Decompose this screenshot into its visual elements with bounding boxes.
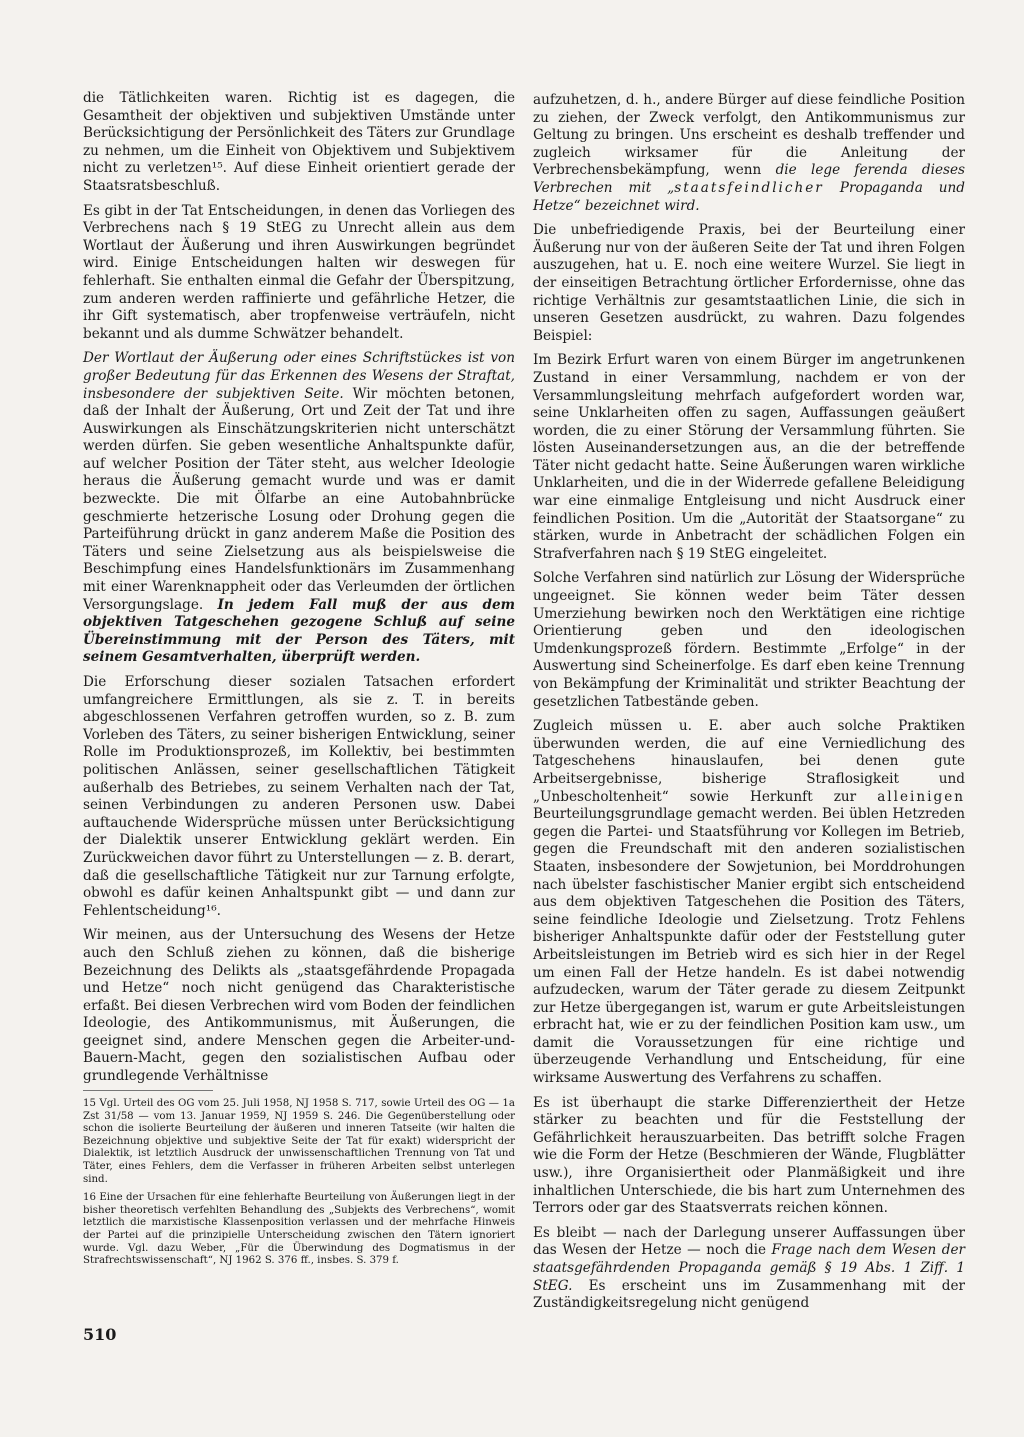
paragraph: Es gibt in der Tat Entscheidungen, in denen das Vorliegen des Verbrechens nach § 19 StEG zu Unrecht allein aus dem Wortlaut der Äußerung und ihren Auswirkungen begründet wird. Einige Entscheidungen halten wir deswegen für fehlerhaft. Sie enthalten einmal die Gefahr der Überspitzung, zum anderen werden raffinierte und gefährliche Hetzer, die ihr Gift systematisch, aber tropfenweise verträufeln, nicht bekannt und als dumme Schwätzer behandelt. [83,202,515,342]
italic-lead: Der Wortlaut der Äußerung oder eines Schriftstückes ist von großer Bedeutung für das Erkennen des Wesens der Straftat, insbesondere der subjektiven Seite. [83,350,515,402]
paragraph [83,350,515,667]
paragraph-body: Es erscheint uns im Zusammenhang mit der Zuständigkeitsregelung nicht genügend [533,1277,965,1312]
paragraph: Wir meinen, aus der Untersuchung des Wesens der Hetze auch den Schluß ziehen zu können, daß die bisherige Bezeichnung des Delikts als „staatsgefährdende Propagada und Hetze“ noch nicht genügend das Charakteristische erfaßt. Bei diesen Verbrechen wird vom Boden der feindlichen Ideologie, des Antikommunismus, mit Äußerungen, die geeignet sind, andere Menschen gegen die Arbeiter-und-Bauern-Macht, gegen den sozialistischen Aufbau oder grundlegende Verhältnisse [83,927,515,1085]
page-number: 510 [83,1325,117,1344]
paragraph [533,92,965,215]
spaced-term: alleinigen [877,788,965,805]
footnote-16: 16 Eine der Ursachen für eine fehlerhafte Beurteilung von Äußerungen liegt in der bisher theoretisch verfehlten Behandlung des „Subjekts des Verbrechens“, womit letztlich die marxistische Klassenposition verlassen und der mehrfache Hinweis der Partei auf die prinzipielle Unterscheidung zwischen den Tätern ignoriert wurde. Vgl. dazu Weber, „Für die Überwindung des Dogmatismus in der Strafrechtswissenschaft“, NJ 1962 S. 376 ff., insbes. S. 379 f. [83,1192,515,1267]
paragraph-body: Beurteilungsgrundlage gemacht werden. Bei üblen Hetzreden gegen die Partei- und Staatsführung vor Kollegen im Betrieb, gegen die Freundschaft mit den anderen sozialistischen Staaten, insbesondere der Sowjetunion, bei Morddrohungen nach übelster faschistischer Manier ergibt sich entscheidend aus dem objektiven Tatgeschehen die Position des Täters, seine feindliche Ideologie und Zielsetzung. Trotz Fehlens bisheriger Anhaltspunkte dafür oder der Feststellung guter Arbeitsleistungen im Betrieb wird es sich hier in der Regel um einen Fall der Hetze handeln. Es ist dabei notwendig aufzudecken, warum der Täter gerade zu diesem Zeitpunkt zur Hetze übergegangen ist, warum er gute Arbeitsleistungen erbracht hat, wie er zu der feindlichen Position kam usw., um damit die Voraussetzungen für eine richtige und überzeugende Verhandlung und Entscheidung, für eine wirksame Auswertung des Verfahrens zu schaffen. [533,806,965,1087]
paragraph [533,1225,965,1313]
italic-question: Frage nach dem Wesen der staatsgefährdenden Propaganda gemäß § 19 Abs. 1 Ziff. 1 StEG. [533,1242,965,1294]
paragraph-body: Es bleibt — nach der Darlegung unserer Auffassungen über das Wesen der Hetze — noch die [533,1224,965,1259]
right-column [533,92,965,1320]
left-column [83,90,515,1093]
paragraph: Die Erforschung dieser sozialen Tatsachen erfordert umfangreichere Ermittlungen, als sie z. T. in bereits abgeschlossenen Verfahren getroffen wurden, so z. B. zum Vorleben des Täters, zu seiner bisherigen Entwicklung, seiner Rolle im Produktionsprozeß, im Kollektiv, bei bestimmten politischen Anlässen, seiner gesellschaftlichen Tätigkeit außerhalb des Betriebes, zu seinem Verhalten nach der Tat, seinen Verbindungen zu anderen Personen usw. Dabei auftauchende Widersprüche müssen unter Berücksichtigung der Dialektik unserer Entwicklung geklärt werden. Ein Zurückweichen davor führt zu Unterstellungen — z. B. derart, daß die gesellschaftliche Tätigkeit nur zur Tarnung erfolgte, obwohl es dafür keinen Anhaltspunkt gibt — und dann zur Fehlentscheidung¹⁶. [83,674,515,919]
footnote-15: 15 Vgl. Urteil des OG vom 25. Juli 1958, NJ 1958 S. 717, sowie Urteil des OG — 1a Zst 31/58 — vom 13. Januar 1959, NJ 1959 S. 246. Die Gegenüberstellung oder schon die isolierte Beurteilung der äußeren und inneren Tatseite (wir halten die Bezeichnung objektive und subjektive Seite der Tat für exakt) widerspricht der Dialektik, ist letztlich Ausdruck der unwissenschaftlichen Trennung von Tat und Täter, eines Fehlers, dem die Verfasser in früheren Arbeiten selbst unterlegen sind. [83,1098,515,1185]
bold-italic-conclusion: In jedem Fall muß der aus dem objektiven Tatgeschehen gezogene Schluß auf seine Übereinstimmung mit der Person des Täters, mit seinem Gesamtverhalten, überprüft werden. [83,596,515,666]
paragraph: die Tätlichkeiten waren. Richtig ist es dagegen, die Gesamtheit der objektiven und subjektiven Umstände unter Berücksichtigung der Persönlichkeit des Täters zur Grundlage zu nehmen, um die Einheit von Objektivem und Subjektivem nicht zu verletzen¹⁵. Auf diese Einheit orientiert gerade der Staatsratsbeschluß. [83,90,515,194]
italic-proposal-end: Propaganda und Hetze“ bezeichnet wird. [533,179,965,214]
paragraph: Die unbefriedigende Praxis, bei der Beurteilung einer Äußerung nur von der äußeren Seite der Tat und ihren Folgen auszugehen, hat u. E. noch eine weitere Wurzel. Sie liegt in der einseitigen Betrachtung örtlicher Erfordernisse, ohne das richtige Verhältnis zur gesamtstaatlichen Linie, die sich in unseren Gesetzen ausdrückt, zu wahren. Dazu folgendes Beispiel: [533,222,965,344]
paragraph-body: Wir möchten betonen, daß der Inhalt der Äußerung, Ort und Zeit der Tat und ihre Auswirkungen als Einschätzungskriterien nicht unterschätzt werden dürfen. Sie geben wesentliche Anhaltspunkte dafür, auf welcher Position der Täter steht, aus welcher Ideologie heraus die Äußerung gemacht wurde und was er damit bezweckte. Die mit Ölfarbe an eine Autobahnbrücke geschmierte hetzerische Losung oder Drohung gegen die Parteiführung drückt in ganz anderem Maße die Position des Täters und seine Zielsetzung aus als beispielsweise die Beschimpfung eines Handelsfunktionärs im Zusammenhang mit einer Warenknappheit oder das Verleumden der örtlichen Versorgungslage. [83,385,515,613]
footnote-divider [83,1090,213,1091]
italic-proposal: die lege ferenda dieses Verbrechen mit „ [533,162,966,196]
spaced-term: staatsfeindlicher [674,179,824,196]
paragraph: Es ist überhaupt die starke Differenziertheit der Hetze stärker zu beachten und für die Feststellung der Gefährlichkeit herauszuarbeiten. Das betrifft solche Fragen wie die Form der Hetze (Beschmieren der Wände, Flugblätter usw.), ihre Organisiertheit oder Planmäßigkeit und ihre inhaltlichen Unterschiede, die bis hart zum Unternehmen des Terrors oder gar des Staatsverrats reichen können. [533,1094,965,1217]
paragraph: Solche Verfahren sind natürlich zur Lösung der Widersprüche ungeeignet. Sie können weder beim Täter dessen Umerziehung bewirken noch den Werktätigen eine richtige Orientierung geben und den ideologischen Umdenkungsprozeß fördern. Bestimmte „Erfolge“ in der Auswertung sind Scheinerfolge. Es darf eben keine Trennung von Bekämpfung der Kriminalität und strikter Beachtung der gesetzlichen Tatbestände geben. [533,570,965,710]
footnotes [83,1098,515,1274]
paragraph-body: aufzuhetzen, d. h., andere Bürger auf diese feindliche Position zu ziehen, der Zweck verfolgt, den Antikommunismus zur Geltung zu bringen. Uns erscheint es deshalb treffender und zugleich wirksamer für die Anleitung der Verbrechensbekämpfung, wenn [533,92,965,179]
paragraph: Im Bezirk Erfurt waren von einem Bürger im angetrunkenen Zustand in einer Versammlung, nachdem er von der Versammlungsleitung mehrfach aufgefordert worden war, seine Unklarheiten offen zu sagen, Auffassungen geäußert worden, die zu einer Störung der Versammlung führten. Sie lösten Auseinandersetzungen aus, an die der betreffende Täter nicht gedacht hatte. Seine Äußerungen waren wirkliche Unklarheiten, und die in der Widerrede gefallene Beleidigung war eine einmalige Entgleisung und nicht Ausdruck einer feindlichen Position. Um die „Autorität der Staatsorgane“ zu stärken, wurde in Anbetracht der schädlichen Folgen ein Strafverfahren nach § 19 StEG eingeleitet. [533,352,965,562]
paragraph [533,718,965,1087]
paragraph-body: Zugleich müssen u. E. aber auch solche Praktiken überwunden werden, die auf eine Verniedlichung des Tatgeschehens hinauslaufen, bei denen gute Arbeitsergebnisse, bisherige Straflosigkeit und „Unbescholtenheit“ sowie Herkunft zur [533,718,965,805]
